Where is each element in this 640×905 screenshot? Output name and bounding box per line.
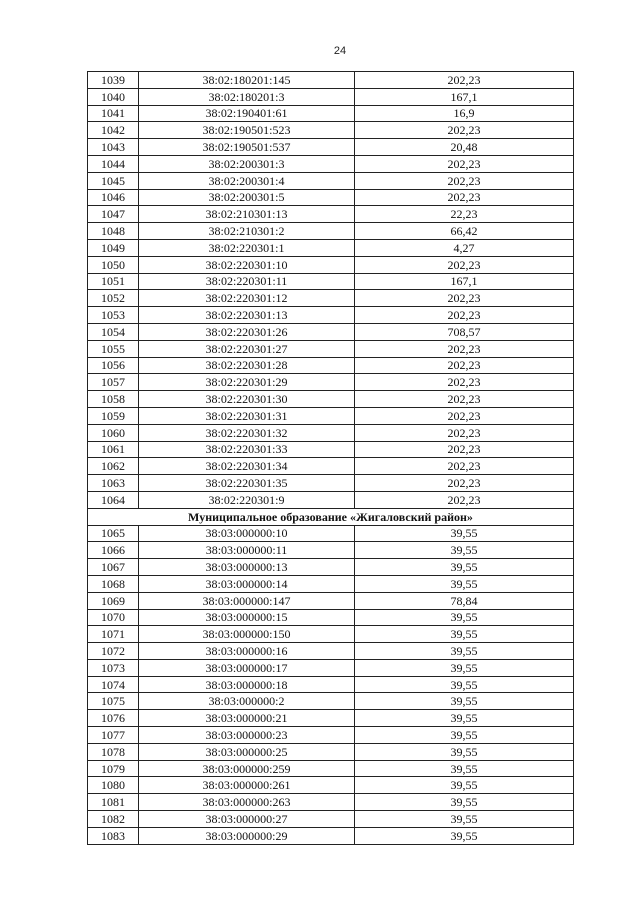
table-row xyxy=(88,760,574,777)
row-number-cell: 1078 xyxy=(88,743,139,760)
row-number-cell: 1071 xyxy=(88,626,139,643)
table-row xyxy=(88,794,574,811)
table-row xyxy=(88,743,574,760)
cadastral-number-cell: 38:03:000000:18 xyxy=(139,676,355,693)
row-number-cell: 1068 xyxy=(88,575,139,592)
cadastral-number-cell: 38:02:210301:2 xyxy=(139,223,355,240)
row-number-cell: 1076 xyxy=(88,710,139,727)
cadastral-number-cell: 38:02:190501:537 xyxy=(139,139,355,156)
cadastral-number-cell: 38:03:000000:16 xyxy=(139,643,355,660)
cadastral-number-cell: 38:03:000000:27 xyxy=(139,811,355,828)
table-row xyxy=(88,391,574,408)
value-cell: 39,55 xyxy=(355,542,574,559)
table-row xyxy=(88,273,574,290)
cadastral-number-cell: 38:03:000000:15 xyxy=(139,609,355,626)
table-row xyxy=(88,290,574,307)
table-row xyxy=(88,727,574,744)
row-number-cell: 1073 xyxy=(88,659,139,676)
table-row xyxy=(88,88,574,105)
cadastral-number-cell: 38:02:190401:61 xyxy=(139,105,355,122)
cadastral-number-cell: 38:03:000000:150 xyxy=(139,626,355,643)
value-cell: 4,27 xyxy=(355,239,574,256)
cadastral-number-cell: 38:03:000000:259 xyxy=(139,760,355,777)
value-cell: 39,55 xyxy=(355,710,574,727)
value-cell: 39,55 xyxy=(355,559,574,576)
table-body-bottom xyxy=(88,525,574,844)
table-row xyxy=(88,491,574,508)
row-number-cell: 1064 xyxy=(88,491,139,508)
row-number-cell: 1050 xyxy=(88,256,139,273)
cadastral-number-cell: 38:03:000000:14 xyxy=(139,575,355,592)
value-cell: 202,23 xyxy=(355,357,574,374)
row-number-cell: 1052 xyxy=(88,290,139,307)
value-cell: 66,42 xyxy=(355,223,574,240)
cadastral-number-cell: 38:02:220301:10 xyxy=(139,256,355,273)
cadastral-number-cell: 38:03:000000:11 xyxy=(139,542,355,559)
value-cell: 39,55 xyxy=(355,693,574,710)
row-number-cell: 1043 xyxy=(88,139,139,156)
value-cell: 39,55 xyxy=(355,676,574,693)
table-row xyxy=(88,239,574,256)
cadastral-number-cell: 38:02:220301:31 xyxy=(139,407,355,424)
table-row xyxy=(88,223,574,240)
row-number-cell: 1054 xyxy=(88,323,139,340)
cadastral-number-cell: 38:03:000000:147 xyxy=(139,592,355,609)
cadastral-number-cell: 38:02:200301:4 xyxy=(139,172,355,189)
row-number-cell: 1082 xyxy=(88,811,139,828)
table-row xyxy=(88,189,574,206)
cadastral-number-cell: 38:02:220301:1 xyxy=(139,239,355,256)
table-row xyxy=(88,710,574,727)
table-row xyxy=(88,609,574,626)
value-cell: 202,23 xyxy=(355,407,574,424)
row-number-cell: 1074 xyxy=(88,676,139,693)
table-row xyxy=(88,407,574,424)
value-cell: 16,9 xyxy=(355,105,574,122)
cadastral-number-cell: 38:02:220301:32 xyxy=(139,424,355,441)
table-row xyxy=(88,693,574,710)
section-row xyxy=(88,508,574,525)
row-number-cell: 1083 xyxy=(88,827,139,844)
table-row xyxy=(88,172,574,189)
row-number-cell: 1040 xyxy=(88,88,139,105)
cadastral-number-cell: 38:02:180201:145 xyxy=(139,72,355,89)
value-cell: 39,55 xyxy=(355,626,574,643)
row-number-cell: 1051 xyxy=(88,273,139,290)
value-cell: 202,23 xyxy=(355,424,574,441)
row-number-cell: 1046 xyxy=(88,189,139,206)
cadastral-number-cell: 38:03:000000:25 xyxy=(139,743,355,760)
table-row xyxy=(88,424,574,441)
value-cell: 39,55 xyxy=(355,659,574,676)
cadastral-number-cell: 38:02:220301:26 xyxy=(139,323,355,340)
row-number-cell: 1075 xyxy=(88,693,139,710)
table-row xyxy=(88,525,574,542)
row-number-cell: 1067 xyxy=(88,559,139,576)
row-number-cell: 1072 xyxy=(88,643,139,660)
value-cell: 202,23 xyxy=(355,172,574,189)
row-number-cell: 1060 xyxy=(88,424,139,441)
cadastral-number-cell: 38:03:000000:17 xyxy=(139,659,355,676)
section-title: Муниципальное образование «Жигаловский район» xyxy=(88,508,574,525)
row-number-cell: 1048 xyxy=(88,223,139,240)
cadastral-number-cell: 38:03:000000:2 xyxy=(139,693,355,710)
value-cell: 167,1 xyxy=(355,88,574,105)
cadastral-number-cell: 38:02:220301:11 xyxy=(139,273,355,290)
cadastral-number-cell: 38:02:180201:3 xyxy=(139,88,355,105)
cadastral-number-cell: 38:02:220301:35 xyxy=(139,475,355,492)
value-cell: 39,55 xyxy=(355,575,574,592)
value-cell: 708,57 xyxy=(355,323,574,340)
row-number-cell: 1081 xyxy=(88,794,139,811)
table-row xyxy=(88,559,574,576)
table-row xyxy=(88,659,574,676)
row-number-cell: 1049 xyxy=(88,239,139,256)
row-number-cell: 1058 xyxy=(88,391,139,408)
value-cell: 39,55 xyxy=(355,727,574,744)
value-cell: 39,55 xyxy=(355,643,574,660)
value-cell: 202,23 xyxy=(355,391,574,408)
row-number-cell: 1063 xyxy=(88,475,139,492)
cadastral-number-cell: 38:02:220301:33 xyxy=(139,441,355,458)
table-row xyxy=(88,155,574,172)
table-body-top xyxy=(88,72,574,509)
table-row xyxy=(88,357,574,374)
cadastral-number-cell: 38:02:220301:12 xyxy=(139,290,355,307)
cadastral-number-cell: 38:03:000000:23 xyxy=(139,727,355,744)
value-cell: 202,23 xyxy=(355,72,574,89)
value-cell: 39,55 xyxy=(355,794,574,811)
cadastral-number-cell: 38:03:000000:10 xyxy=(139,525,355,542)
row-number-cell: 1045 xyxy=(88,172,139,189)
table-row xyxy=(88,307,574,324)
cadastral-number-cell: 38:02:220301:13 xyxy=(139,307,355,324)
cadastral-number-cell: 38:02:220301:28 xyxy=(139,357,355,374)
value-cell: 167,1 xyxy=(355,273,574,290)
row-number-cell: 1070 xyxy=(88,609,139,626)
row-number-cell: 1042 xyxy=(88,122,139,139)
value-cell: 39,55 xyxy=(355,743,574,760)
value-cell: 39,55 xyxy=(355,811,574,828)
table-row xyxy=(88,575,574,592)
row-number-cell: 1061 xyxy=(88,441,139,458)
cadastral-number-cell: 38:02:220301:34 xyxy=(139,458,355,475)
cadastral-number-cell: 38:02:200301:3 xyxy=(139,155,355,172)
value-cell: 202,23 xyxy=(355,189,574,206)
cadastral-number-cell: 38:03:000000:261 xyxy=(139,777,355,794)
value-cell: 202,23 xyxy=(355,122,574,139)
table-row xyxy=(88,374,574,391)
value-cell: 39,55 xyxy=(355,760,574,777)
cadastral-number-cell: 38:02:200301:5 xyxy=(139,189,355,206)
table-row xyxy=(88,811,574,828)
row-number-cell: 1069 xyxy=(88,592,139,609)
table-row xyxy=(88,441,574,458)
table-row xyxy=(88,475,574,492)
value-cell: 202,23 xyxy=(355,307,574,324)
value-cell: 202,23 xyxy=(355,155,574,172)
cadastral-number-cell: 38:03:000000:29 xyxy=(139,827,355,844)
value-cell: 202,23 xyxy=(355,458,574,475)
row-number-cell: 1077 xyxy=(88,727,139,744)
cadastral-number-cell: 38:02:210301:13 xyxy=(139,206,355,223)
cadastral-table xyxy=(87,71,574,845)
row-number-cell: 1047 xyxy=(88,206,139,223)
row-number-cell: 1062 xyxy=(88,458,139,475)
value-cell: 202,23 xyxy=(355,491,574,508)
value-cell: 202,23 xyxy=(355,290,574,307)
row-number-cell: 1056 xyxy=(88,357,139,374)
table-row xyxy=(88,542,574,559)
cadastral-number-cell: 38:03:000000:263 xyxy=(139,794,355,811)
row-number-cell: 1044 xyxy=(88,155,139,172)
value-cell: 39,55 xyxy=(355,777,574,794)
table-row xyxy=(88,643,574,660)
table-row xyxy=(88,256,574,273)
cadastral-number-cell: 38:02:220301:30 xyxy=(139,391,355,408)
cadastral-number-cell: 38:02:220301:27 xyxy=(139,340,355,357)
cadastral-number-cell: 38:03:000000:13 xyxy=(139,559,355,576)
row-number-cell: 1055 xyxy=(88,340,139,357)
table-row xyxy=(88,323,574,340)
table-row xyxy=(88,340,574,357)
table-row xyxy=(88,592,574,609)
value-cell: 39,55 xyxy=(355,827,574,844)
row-number-cell: 1039 xyxy=(88,72,139,89)
table-row xyxy=(88,777,574,794)
cadastral-number-cell: 38:02:190501:523 xyxy=(139,122,355,139)
value-cell: 202,23 xyxy=(355,340,574,357)
cadastral-number-cell: 38:03:000000:21 xyxy=(139,710,355,727)
value-cell: 202,23 xyxy=(355,374,574,391)
row-number-cell: 1053 xyxy=(88,307,139,324)
row-number-cell: 1080 xyxy=(88,777,139,794)
cadastral-number-cell: 38:02:220301:9 xyxy=(139,491,355,508)
table-row xyxy=(88,122,574,139)
value-cell: 202,23 xyxy=(355,441,574,458)
row-number-cell: 1065 xyxy=(88,525,139,542)
table-row xyxy=(88,676,574,693)
row-number-cell: 1057 xyxy=(88,374,139,391)
cadastral-number-cell: 38:02:220301:29 xyxy=(139,374,355,391)
value-cell: 78,84 xyxy=(355,592,574,609)
table-row xyxy=(88,72,574,89)
table-row xyxy=(88,827,574,844)
section-header-group xyxy=(88,508,574,525)
table-row xyxy=(88,139,574,156)
value-cell: 39,55 xyxy=(355,525,574,542)
value-cell: 39,55 xyxy=(355,609,574,626)
value-cell: 202,23 xyxy=(355,475,574,492)
page-number: 24 xyxy=(333,45,347,57)
table-row xyxy=(88,206,574,223)
value-cell: 20,48 xyxy=(355,139,574,156)
value-cell: 202,23 xyxy=(355,256,574,273)
table-row xyxy=(88,105,574,122)
row-number-cell: 1041 xyxy=(88,105,139,122)
table-row xyxy=(88,458,574,475)
value-cell: 22,23 xyxy=(355,206,574,223)
row-number-cell: 1059 xyxy=(88,407,139,424)
row-number-cell: 1066 xyxy=(88,542,139,559)
table-row xyxy=(88,626,574,643)
row-number-cell: 1079 xyxy=(88,760,139,777)
